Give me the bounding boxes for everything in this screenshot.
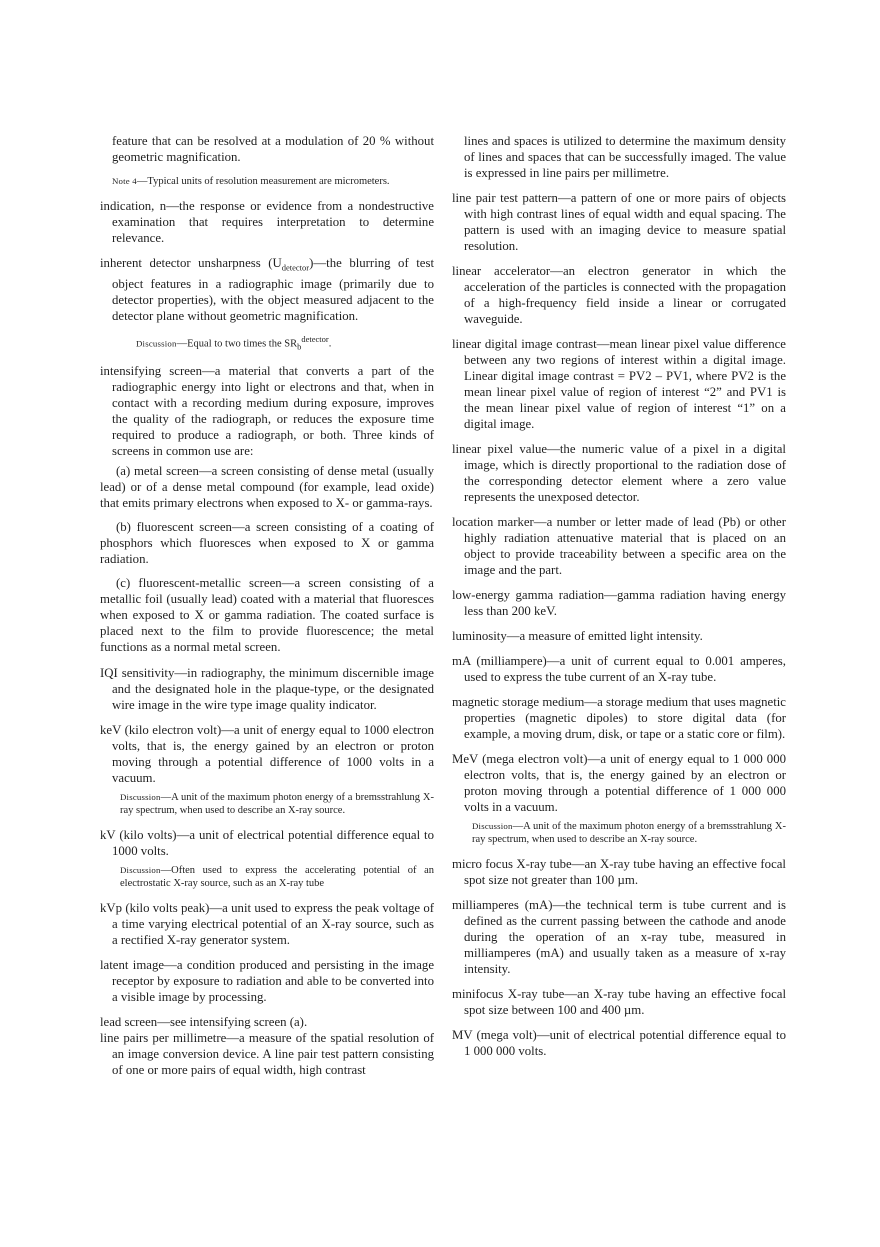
entry-micro-focus-x-ray-tube: micro focus X-ray tube—an X-ray tube having an effective focal spot size not greater than 100 µm. [452, 857, 786, 887]
line-pairs-continuation: lines and spaces is utilized to determine the maximum density of lines and spaces that can be successfully imaged. The value is expressed in line pairs per millimetre. [464, 134, 786, 180]
discussion-text-a: —Equal to two times the SR [176, 338, 298, 350]
entry-linear-digital-image-contrast: linear digital image contrast—mean linear pixel value difference between any two regions of interest within a digital image. Linear digital image contrast = PV2 – PV1, where PV2 is the mean linear pixel value of region of interest “2” and PV1 is the mean linear pixel value of region of interest “1” on a digital image. [452, 337, 786, 431]
entry-minifocus-x-ray-tube: minifocus X-ray tube—an X-ray tube having an effective focal spot size between 100 and 400 µm. [452, 987, 786, 1017]
discussion-label: Discussion [120, 865, 161, 876]
entry-kev: keV (kilo electron volt)—a unit of energy equal to 1000 electron volts, that is, the energy gained by an electron or proton moving through a potential difference of 1000 volts in a vacuum. [100, 723, 434, 786]
entry-ma: mA (milliampere)—a unit of current equal to 0.001 amperes, used to express the tube current of an X-ray tube. [452, 654, 786, 684]
discussion-inherent [100, 333, 434, 354]
entry-low-energy-gamma-radiation: low-energy gamma radiation—gamma radiation having energy less than 200 keV. [452, 588, 786, 618]
entry-intensifying-screen: intensifying screen—a material that converts a part of the radiographic energy into light or electrons and that, when in contact with a recording medium during exposure, improves the quality of the radiograph, or reduces the exposure time required to produce a radiograph, or both. Three kinds of screens in common use are: [100, 364, 434, 459]
discussion-label: Discussion [472, 821, 513, 831]
entry-indication: indication, n—the response or evidence from a nondestructive examination that requires interpretation to determine relevance. [100, 199, 434, 245]
discussion-text: —A unit of the maximum photon energy of a bremsstrahlung X-ray spectrum, when used to describe an X-ray source. [472, 821, 786, 845]
entry-inherent-detector-unsharpness [100, 255, 434, 324]
left-column [100, 133, 434, 1087]
entry-location-marker: location marker—a number or letter made of lead (Pb) or other highly radiation attenuative material that is placed on an object to provide traceability between a specific area on the image and the part. [452, 515, 786, 577]
resolution-continuation: feature that can be resolved at a modulation of 20 % without geometric magnification. [112, 134, 434, 164]
right-column [452, 133, 786, 1068]
entry-magnetic-storage-medium: magnetic storage medium—a storage medium that uses magnetic properties (magnetic dipoles) to store digital data (for example, a moving drum, disk, or tape or a static core or film). [452, 695, 786, 741]
entry-milliamperes: milliamperes (mA)—the technical term is tube current and is defined as the current passing between the cathode and anode during the operation of an x-ray tube, measured in milliamperes (mA) and usually taken as a measure of x-ray intensity. [452, 898, 786, 976]
note-4 [100, 174, 434, 189]
discussion-mev [452, 820, 786, 846]
entry-luminosity: luminosity—a measure of emitted light intensity. [452, 629, 703, 643]
discussion-text-b: . [328, 338, 332, 350]
discussion-subscript: b [297, 341, 302, 352]
discussion-label: Discussion [120, 792, 161, 803]
inherent-text-a: inherent detector unsharpness (U [100, 256, 282, 270]
screen-b-fluorescent: (b) fluorescent screen—a screen consisting of a coating of phosphors which fluoresces when exposed to X or gamma radiation. [100, 520, 434, 567]
entry-mev: MeV (mega electron volt)—a unit of energy equal to 1 000 000 electron volts, that is, the energy gained by an electron or proton moving through a potential difference of 1 000 000 volts in a vacuum. [452, 752, 786, 814]
entry-lead-screen: lead screen—see intensifying screen (a). [100, 1015, 308, 1030]
discussion-kv [100, 864, 434, 890]
discussion-kev [100, 791, 434, 817]
entry-kvp: kVp (kilo volts peak)—a unit used to express the peak voltage of a time varying electrical potential of an X-ray source, such as a rectified X-ray generator system. [100, 901, 434, 948]
note-text: —Typical units of resolution measurement are micrometers. [136, 176, 390, 187]
entry-line-pairs-per-millimetre: line pairs per millimetre—a measure of the spatial resolution of an image conversion device. A line pair test pattern consisting of one or more pairs of equal width, high contrast [100, 1031, 434, 1078]
entry-latent-image: latent image—a condition produced and persisting in the image receptor by exposure to radiation and able to be converted into a visible image by processing. [100, 958, 434, 1005]
screen-a-metal: (a) metal screen—a screen consisting of dense metal (usually lead) or of a dense metal compound (for example, lead oxide) that emits primary electrons when exposed to X- or gamma-rays. [100, 464, 434, 511]
entry-kv: kV (kilo volts)—a unit of electrical potential difference equal to 1000 volts. [100, 828, 434, 859]
discussion-text: —Often used to express the accelerating potential of an electrostatic X-ray source, such as an X-ray tube [120, 865, 434, 890]
inherent-subscript: detector [281, 262, 310, 273]
discussion-label: Discussion [136, 338, 177, 349]
discussion-text: —A unit of the maximum photon energy of a bremsstrahlung X-ray spectrum, when used to describe an X-ray source. [120, 792, 434, 817]
inherent-text-b: )—the blurring of test object features in a radiographic image (primarily due to detector properties), with the object measured adjacent to the detector plane without geometric magnification. [112, 256, 434, 323]
entry-linear-pixel-value: linear pixel value—the numeric value of a pixel in a digital image, which is directly proportional to the radiation dose of the corresponding detector element where a zero value represents the unexposed detector. [452, 442, 786, 504]
entry-linear-accelerator: linear accelerator—an electron generator in which the acceleration of the particles is connected with the propagation of a high-frequency field inside a linear or corrugated waveguide. [452, 264, 786, 326]
discussion-superscript: detector [301, 333, 329, 344]
screen-c-fluorescent-metallic: (c) fluorescent-metallic screen—a screen consisting of a metallic foil (usually lead) coated with a material that fluoresces when exposed to X or gamma radiation. The coated surface is placed next to the film to provide fluorescence; the metal functions as a normal metal screen. [100, 576, 434, 655]
entry-iqi-sensitivity: IQI sensitivity—in radiography, the minimum discernible image and the designated hole in the plaque-type, or the designated wire image in the wire type image quality indicator. [100, 666, 434, 713]
entry-line-pair-test-pattern: line pair test pattern—a pattern of one or more pairs of objects with high contrast lines of equal width and equal spacing. The pattern is used with an imaging device to measure spatial resolution. [452, 191, 786, 253]
note-label: Note 4 [112, 176, 137, 186]
entry-mv: MV (mega volt)—unit of electrical potential difference equal to 1 000 000 volts. [452, 1028, 786, 1058]
